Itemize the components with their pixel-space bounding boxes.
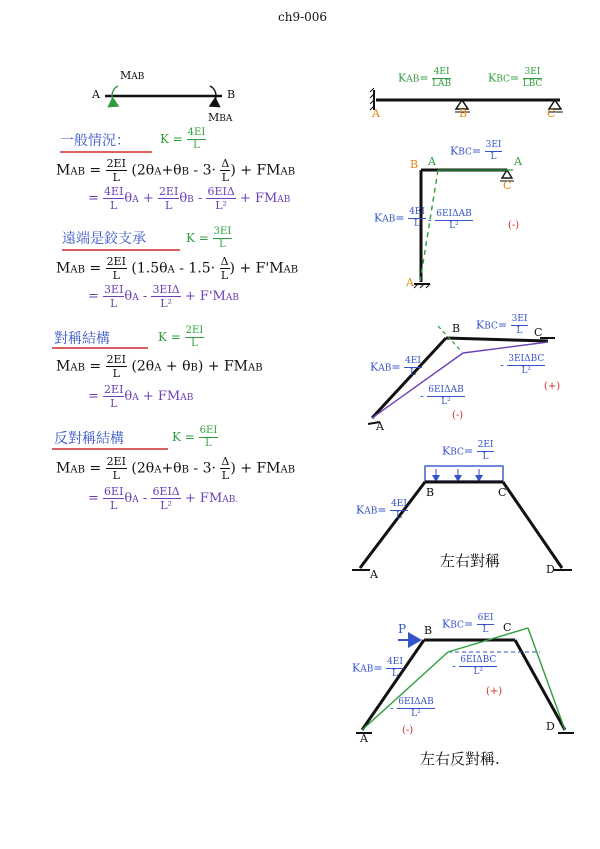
- section-1-k: K = $\frac{4EI}{L}$: [160, 127, 206, 151]
- section-2-heading: 遠端是鉸支承: [62, 231, 146, 247]
- fig4-k-ab: KAB= $\frac{4EI}{L}$: [356, 499, 407, 521]
- page-title: ch9-006: [278, 10, 328, 24]
- fig5-node-a: A: [360, 732, 368, 745]
- fig1-node-b: B: [459, 107, 468, 120]
- section-1-heading: 一般情況：: [60, 133, 130, 149]
- fig5-frame: [356, 628, 574, 733]
- fig5-fem-bc: - $\frac{\text{6EIΔBC}}{\text{L²}}$: [452, 655, 497, 677]
- fig4-node-c: C: [498, 486, 507, 499]
- fig3-k-ab: KAB= $\frac{4EI}{L}$: [370, 356, 421, 378]
- section-2-eq2: = $\frac{3EI}{L}$ θA - $\frac{\text{3EIΔ}}{\text{L²}}$ + F'MAB: [88, 283, 239, 310]
- fig1-k-ab: KAB= $\frac{4EI}{\text{LAB}}$: [398, 67, 452, 89]
- fig2-node-b: B: [410, 158, 419, 171]
- fig3-sign-bc: (+): [544, 381, 561, 392]
- intro-beam: [105, 86, 222, 106]
- fig4-node-d: D: [546, 563, 555, 576]
- fig3-node-b: B: [452, 322, 461, 335]
- section-4-heading: 反對稱結構: [54, 431, 124, 447]
- fig4-node-a: A: [370, 568, 378, 581]
- section-1-eq2: = $\frac{4EI}{L}$ θA + $\frac{2EI}{L}$ θB - $\frac{\text{6EIΔ}}{\text{L²}}$ + FMAB: [88, 185, 291, 212]
- fig5-sign-bc: (+): [486, 686, 503, 697]
- fig4-caption: 左右對稱: [440, 552, 501, 570]
- fig3-fem-ab: - $\frac{\text{6EIΔAB}}{\text{L²}}$: [420, 385, 464, 407]
- fig3-node-a: A: [376, 420, 384, 433]
- fig3-fem-bc: - $\frac{\text{3EIΔBC}}{\text{L²}}$: [500, 354, 545, 376]
- fig5-node-c: C: [503, 621, 512, 634]
- fig2-k-bc: KBC= $\frac{3EI}{L}$: [450, 140, 502, 162]
- fig5-node-b: B: [424, 624, 433, 637]
- fig4-node-b: B: [426, 486, 435, 499]
- fig5-sign-ab: (-): [402, 725, 414, 736]
- fig5-caption: 左右反對稱.: [420, 750, 500, 768]
- section-1-eq1: MAB = $\frac{2EI}{L}$ (2θA+θB - 3· $\frac{\Delta}{L}$ ) + FMAB: [56, 157, 296, 184]
- intro-moment-label: MAB: [120, 69, 145, 82]
- fig2-node-a-right: A: [514, 155, 522, 168]
- fig3-node-c: C: [534, 326, 543, 339]
- fig2-node-a-bottom: A: [406, 276, 414, 289]
- section-3-k: K = $\frac{2EI}{L}$: [158, 325, 204, 349]
- section-4-k: K = $\frac{6EI}{L}$: [172, 425, 218, 449]
- section-3-heading: 對稱結構: [54, 331, 110, 347]
- fig2-node-a-top: A: [428, 155, 436, 168]
- section-3-eq2: = $\frac{2EI}{L}$ θA + FMAB: [88, 383, 194, 410]
- fig2-k-ab: KAB= $\frac{4EI}{L}$: [374, 207, 425, 229]
- fig1-node-a: A: [372, 107, 380, 120]
- section-3-eq1: MAB = $\frac{2EI}{L}$ (2θA + θB) + FMAB: [56, 353, 263, 380]
- fig5-load-p: P: [398, 622, 407, 636]
- fig2-sign: (-): [508, 220, 520, 231]
- fig1-k-bc: KBC= $\frac{3EI}{\text{LBC}}$: [488, 67, 543, 89]
- fig5-fem-ab: - $\frac{\text{6EIΔAB}}{\text{L²}}$: [390, 697, 434, 719]
- fig2-fem: - $\frac{\text{6EIΔAB}}{\text{L²}}$: [428, 209, 472, 231]
- fig2-node-c: C: [503, 179, 512, 192]
- fig5-k-ab: KAB= $\frac{4EI}{L}$: [352, 657, 403, 679]
- section-4-eq2: = $\frac{6EI}{L}$ θA - $\frac{\text{6EIΔ}}{\text{L²}}$ + FMAB.: [88, 485, 239, 512]
- fig5-k-bc: KBC= $\frac{6EI}{L}$: [442, 613, 494, 635]
- section-4-eq1: MAB = $\frac{2EI}{L}$ (2θA+θB - 3· $\frac{\Delta}{L}$ ) + FMAB: [56, 455, 296, 482]
- fig4-k-bc: KBC= $\frac{2EI}{L}$: [442, 440, 494, 462]
- fig5-node-d: D: [546, 720, 555, 733]
- section-2-k: K = $\frac{3EI}{L}$: [186, 226, 232, 250]
- fig3-k-bc: KBC= $\frac{3EI}{L}$: [476, 314, 528, 336]
- fig3-sign-ab: (-): [452, 410, 464, 421]
- intro-node-b: B: [227, 88, 236, 101]
- intro-node-a: A: [92, 88, 100, 101]
- intro-moment-label-b: MBA: [208, 111, 233, 124]
- section-2-eq1: MAB = $\frac{2EI}{L}$ (1.5θA - 1.5· $\frac{\Delta}{L}$ ) + F'MAB: [56, 255, 299, 282]
- fig1-node-c: C: [547, 107, 556, 120]
